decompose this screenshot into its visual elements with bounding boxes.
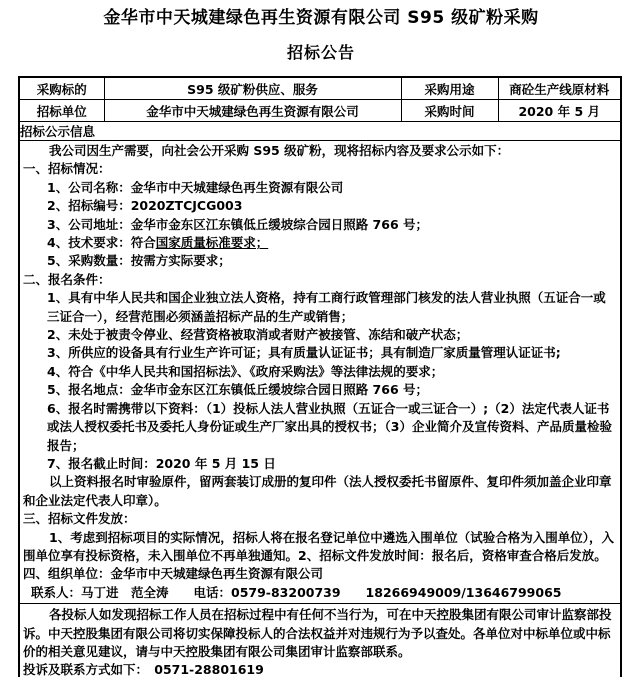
procurement-time-value: 2020 年 5 月 xyxy=(498,100,621,122)
bid-unit-label: 招标单位 xyxy=(19,100,104,122)
announcement-body xyxy=(20,141,620,603)
condition-item-2: 2、未处于被责令停业、经营资格被取消或者财产被接管、冻结和破产状态； xyxy=(47,327,469,343)
condition-item-7: 7、报名截止时间：2020 年 5 月 15 日 xyxy=(47,455,276,471)
bid-info-table xyxy=(18,76,622,677)
procurement-use-value: 商砼生产线原材料 xyxy=(498,77,621,100)
announcement-body-cell xyxy=(19,141,621,604)
complaint-contact-line: 投诉及联系方式如下： 0571-28801619 xyxy=(23,662,264,677)
quantity-item: 5、采购数量：按需方实际要求； xyxy=(47,253,231,269)
section-1-title: 一、招标情况： xyxy=(23,161,111,177)
company-address-item: 3、公司地址：金华市金东区江东镇低丘缓坡综合园日照路 766 号； xyxy=(47,216,428,232)
condition-item-4: 4、符合《中华人民共和国招标法》、《政府采购法》等法律法规的要求； xyxy=(47,363,444,379)
bid-number-item: 2、招标编号：2020ZTCJCG003 xyxy=(47,198,243,214)
complaint-paragraph: 各投标人如发现招标工作人员在招标过程中有任何不当行为，可在中天控股集团有限公司审计监察部投诉。中天控股集团有限公司将切实保障投标人的合法权益并对违规行为予以查处。各单位对中标单位或中标价的相关意见建议，请与中天控股集团有限公司集团审计监察部联系。 xyxy=(23,607,612,659)
condition-item-1: 1、具有中华人民共和国企业独立法人资格，持有工商行政管理部门核发的法人营业执照（五证合一或三证合一），经营范围必须涵盖招标产品的生产或销售； xyxy=(47,290,606,324)
section-3-title: 三、招标文件发放： xyxy=(23,511,136,527)
section-4-title: 四、组织单位：金华市中天城建绿色再生资源有限公司 xyxy=(23,566,324,582)
complaint-cell xyxy=(19,604,621,677)
intro-paragraph: 我公司因生产需要，向社会公开采购 S95 级矿粉，现将招标内容及要求公示如下： xyxy=(49,143,510,158)
tech-requirement-underlined: 国家质量标准要求； xyxy=(155,235,269,251)
table-row-procurement xyxy=(19,77,621,100)
condition-item-3: 3、所供应的设备具有行业生产许可证；具有质量认证证书；具有制造厂家质量管理认证证书; xyxy=(47,345,561,361)
complaint-section xyxy=(20,604,620,677)
procurement-use-label: 采购用途 xyxy=(401,77,498,100)
company-name-item: 1、公司名称：金华市中天城建绿色再生资源有限公司 xyxy=(47,179,344,195)
page-subtitle: 招标公告 xyxy=(286,43,355,62)
table-row-section-header xyxy=(19,122,621,141)
tech-requirement-prefix: 4、技术要求：符合 xyxy=(47,235,156,251)
tech-requirement-item xyxy=(23,234,617,252)
procurement-subject-value: S95 级矿粉供应、服务 xyxy=(104,77,401,100)
condition-item-5: 5、报名地点：金华市金东区江东镇低丘缓坡综合园日照路 766 号； xyxy=(47,382,428,398)
bid-unit-value: 金华市中天城建绿色再生资源有限公司 xyxy=(104,100,401,122)
table-row-footer xyxy=(19,604,621,677)
section-3-paragraph: 1、考虑到招标项目的实际情况，招标人将在报名登记单位中遴选入围单位（试验合格为入围单位），入围单位享有投标资格，未入围单位不再单独通知。2、招标文件发放时间：报名后，资格审查合格后发放。 xyxy=(23,529,614,563)
document-page xyxy=(0,6,642,677)
materials-note: 以上资料报名时审验原件，留两套装订成册的复印件（法人授权委托书留原件、复印件须加盖企业印章和企业法定代表人印章）。 xyxy=(23,474,612,508)
announcement-info-header: 招标公示信息 xyxy=(19,122,621,141)
contacts-line: 联系人：马丁进 范全涛 电话：0579-83200739 18266949009/13646799065 xyxy=(31,584,562,600)
condition-item-6: 6、报名时需携带以下资料：（1）投标人法人营业执照（五证合一或三证合一）;（2）法定代表人证书或法人授权委托书及委托人身份证或生产厂家出具的授权书；（3）企业简介及宣传资料、产品质量检验报告； xyxy=(47,400,612,453)
table-row-bid-unit xyxy=(19,100,621,122)
page-title: 金华市中天城建绿色再生资源有限公司 S95 级矿粉采购 xyxy=(103,8,539,28)
procurement-subject-label: 采购标的 xyxy=(19,77,104,100)
table-row-body xyxy=(19,141,621,604)
procurement-time-label: 采购时间 xyxy=(401,100,498,122)
section-2-title: 二、报名条件： xyxy=(23,271,111,287)
